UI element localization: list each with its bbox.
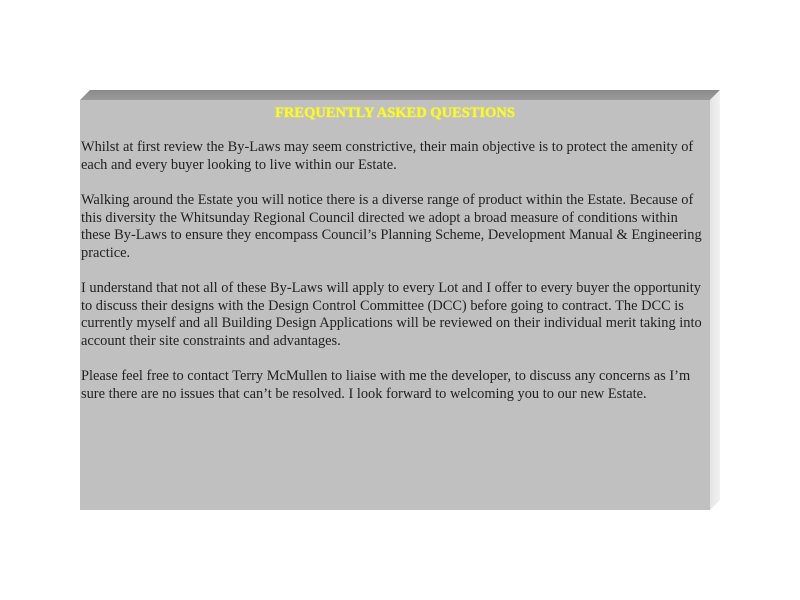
panel-right-bevel: [710, 90, 720, 510]
faq-panel: [80, 100, 710, 510]
faq-paragraph-4: Please feel free to contact Terry McMullen to liaise with me the developer, to discuss any concerns as I’m sure there are no issues that can’t be resolved. I look forward to welcoming you to our new Estate.: [81, 368, 691, 402]
faq-paragraph-2: Walking around the Estate you will notice there is a diverse range of product within the Estate. Because of this diversity the Whitsunday Regional Council directed we adopt a broad measure of conditions within these By-Laws to ensure they encompass Council’s Planning Scheme, Development Manual & Engineering practice.: [81, 192, 702, 261]
faq-paragraph-1: Whilst at first review the By-Laws may seem constrictive, their main objective is to protect the amenity of each and every buyer looking to live within our Estate.: [81, 139, 694, 173]
panel-top-bevel: [80, 90, 720, 100]
faq-paragraph-3: I understand that not all of these By-Laws will apply to every Lot and I offer to every buyer the opportunity to discuss their designs with the Design Control Committee (DCC) before going to contract. The DCC is currently myself and all Building Design Applications will be reviewed on their individual merit taking into account their site constraints and advantages.: [81, 280, 702, 349]
faq-title: FREQUENTLY ASKED QUESTIONS: [275, 105, 515, 121]
